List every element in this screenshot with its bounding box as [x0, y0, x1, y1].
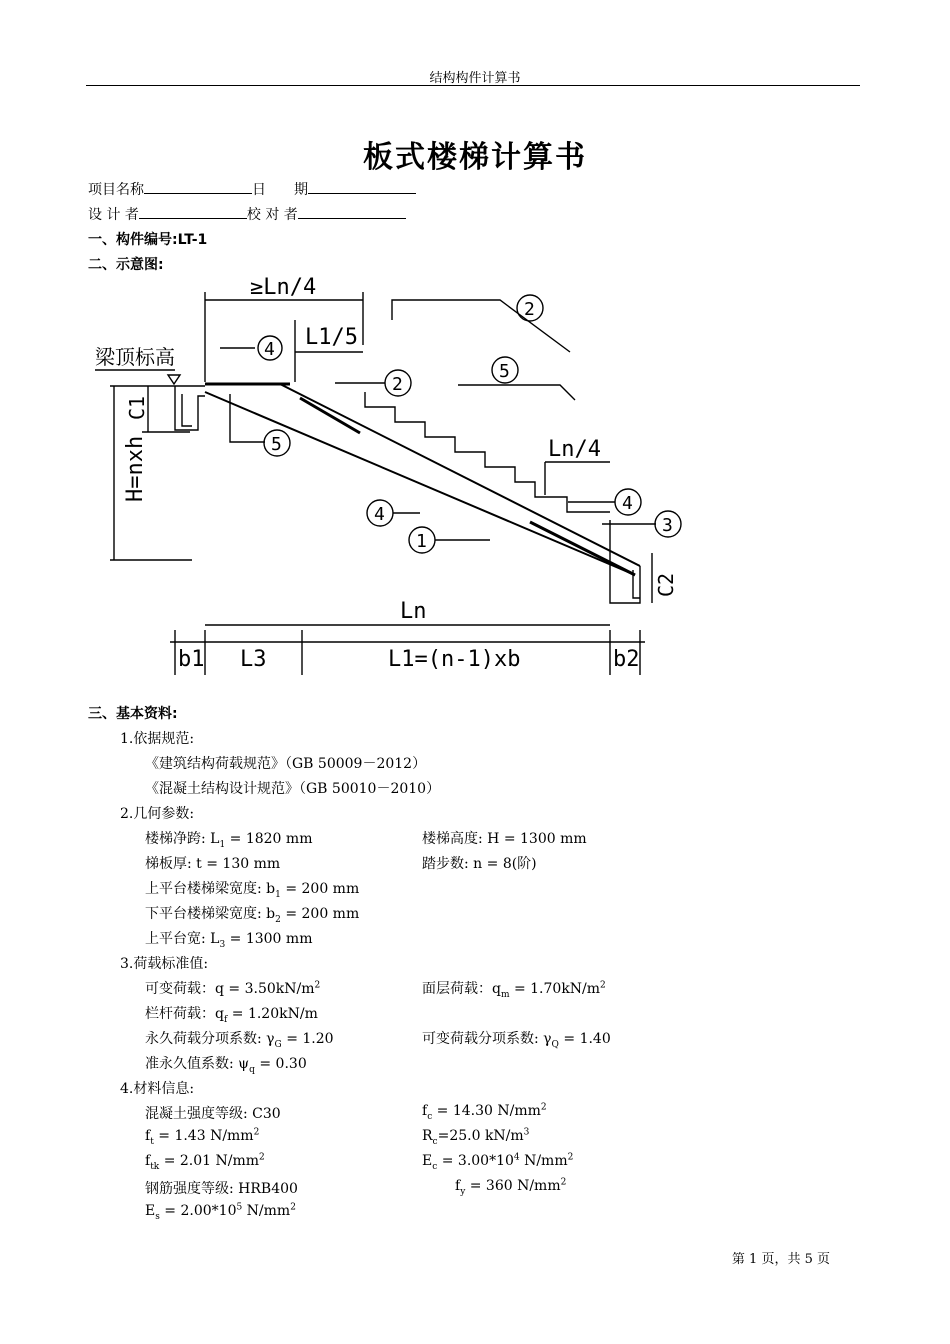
label-l15: L1/5 — [305, 325, 358, 350]
load-heading: 3.荷载标准值: — [120, 956, 209, 972]
step-count: 踏步数: n = 8(阶) — [422, 856, 537, 872]
label-ln4-top: ≥Ln/4 — [250, 275, 317, 300]
railing-load: 栏杆荷载：$q_f = 1.20kN/m$ — [145, 1006, 318, 1025]
label-ln: Ln — [400, 599, 427, 624]
running-header: 结构构件计算书 — [429, 71, 521, 86]
codes-heading: 1.依据规范: — [120, 731, 195, 747]
geometry-heading: 2.几何参数: — [120, 806, 195, 822]
slab-thickness: 梯板厚: t = 130 mm — [145, 856, 281, 872]
top-beam-outline — [175, 386, 205, 430]
rebar-5-shape — [458, 385, 575, 400]
label-b1: b1 — [178, 647, 205, 672]
callout-2-top-label: 2 — [524, 299, 535, 320]
rebar-bottom-short — [530, 522, 635, 575]
live-load-factor: 可变荷载分项系数: $\gamma_Q = 1.40$ — [422, 1031, 611, 1050]
callout-5-leader — [230, 394, 265, 442]
callout-4-top-label: 4 — [264, 339, 275, 360]
concrete-fc: $f_c = 14.30$ $N/mm^2$ — [422, 1102, 547, 1122]
label-beam-top: 梁顶标高 — [95, 345, 175, 369]
stair-diagram — [80, 270, 700, 680]
dead-load-factor: 永久荷载分项系数: $\gamma_G = 1.20$ — [145, 1031, 334, 1050]
label-b2: b2 — [613, 647, 640, 672]
beam-top-marker — [168, 375, 180, 384]
project-name-field — [88, 179, 416, 199]
quasi-permanent-factor: 准永久值系数: $\psi_q = 0.30$ — [145, 1056, 307, 1075]
concrete-ft: $f_t = 1.43$ $N/mm^2$ — [145, 1127, 260, 1147]
project-name-label: 项目名称 — [88, 182, 144, 198]
steel-fy: $f_y = 360$ $N/mm^2$ — [455, 1177, 567, 1197]
callout-2-label: 2 — [392, 374, 403, 395]
section-basic-data: 三、基本资料: — [88, 706, 178, 722]
bottom-beam-outline — [610, 520, 640, 603]
label-l3: L3 — [240, 647, 267, 672]
designer-field — [88, 204, 406, 224]
upper-landing-width: 上平台宽: $L_3 = 1300$ mm — [145, 931, 313, 950]
label-ln4-mid: Ln/4 — [548, 437, 601, 462]
label-h: H=nxh — [123, 435, 148, 502]
label-c2: C2 — [654, 572, 678, 597]
lower-beam-width: 下平台楼梯梁宽度: $b_2 = 200$ mm — [145, 906, 360, 925]
callout-5-top-label: 5 — [499, 361, 510, 382]
top-beam-rebar — [182, 394, 192, 426]
page-number: 第 1 页，共 5 页 — [731, 1252, 830, 1267]
concrete-density: $R_c=25.0$ $kN/m^3$ — [422, 1127, 530, 1147]
code-concrete: 《混凝土结构设计规范》（GB 50010－2010） — [145, 781, 441, 797]
label-l1: L1=(n-1)xb — [388, 647, 521, 672]
upper-beam-width: 上平台楼梯梁宽度: $b_1 = 200$ mm — [145, 881, 360, 900]
callout-4-mid-label: 4 — [374, 504, 385, 525]
page-title: 板式楼梯计算书 — [363, 140, 587, 175]
checker-blank — [298, 204, 406, 219]
section-component-id: 一、构件编号:LT-1 — [88, 232, 208, 248]
callout-3-label: 3 — [662, 515, 673, 536]
designer-label: 设 计 者 — [88, 207, 139, 223]
label-c1: C1 — [125, 395, 149, 420]
code-load: 《建筑结构荷载规范》（GB 50009－2012） — [145, 756, 427, 772]
slab-top-line — [280, 384, 640, 566]
designer-blank — [139, 204, 247, 219]
project-name-blank — [144, 179, 252, 194]
callout-5-label: 5 — [271, 434, 282, 455]
checker-label: 校 对 者 — [246, 207, 298, 223]
callout-4-right-label: 4 — [622, 493, 633, 514]
material-heading: 4.材料信息: — [120, 1081, 195, 1097]
finish-load: 面层荷载：$q_m = 1.70kN/m^2$ — [422, 980, 606, 1000]
callout-1-label: 1 — [416, 531, 427, 552]
stair-span: 楼梯净跨: $L_1 = 1820$ mm — [145, 831, 313, 850]
date-label: 日 期 — [252, 182, 308, 198]
rebar-top-short — [300, 398, 360, 433]
stair-height: 楼梯高度: H = 1300 mm — [422, 831, 587, 847]
concrete-ftk: $f_{tk} = 2.01$ $N/mm^2$ — [145, 1152, 265, 1172]
concrete-grade: 混凝土强度等级: C30 — [145, 1106, 281, 1122]
section-diagram: 二、示意图: — [88, 257, 164, 273]
date-blank — [308, 179, 416, 194]
variable-load: 可变荷载：$q = 3.50kN/m^2$ — [145, 980, 321, 997]
steel-es: $E_s = 2.00*10^5$ $N/mm^2$ — [145, 1202, 296, 1222]
steel-grade: 钢筋强度等级: HRB400 — [145, 1181, 298, 1197]
concrete-ec: $E_c = 3.00*10^4$ $N/mm^2$ — [422, 1152, 574, 1172]
header-rule — [86, 85, 860, 86]
